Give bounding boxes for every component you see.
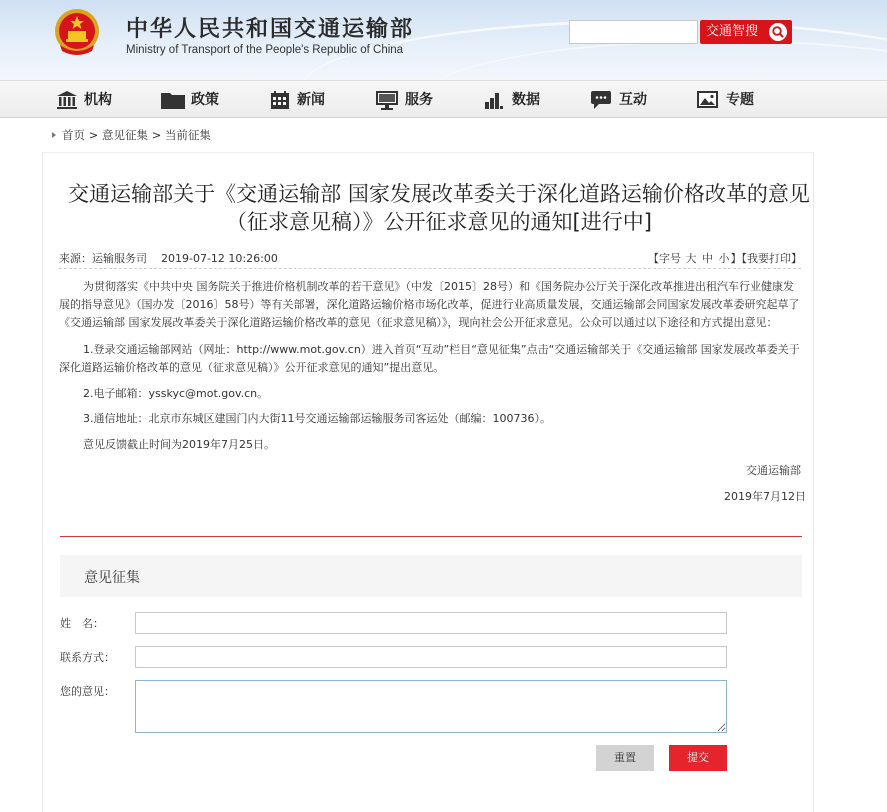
national-emblem-icon[interactable] bbox=[52, 7, 102, 59]
article-tools bbox=[648, 250, 802, 266]
opinion-label: 您的意见： bbox=[60, 685, 115, 698]
breadcrumb-separator: > bbox=[85, 128, 102, 142]
article-paragraph: 意见反馈截止时间为2019年7月25日。 bbox=[83, 438, 275, 451]
nav-label: 新闻 bbox=[297, 92, 325, 108]
reset-button[interactable]: 重置 bbox=[596, 745, 654, 771]
article-signature: 交通运输部 bbox=[746, 464, 801, 477]
monitor-icon bbox=[376, 91, 398, 110]
search-input[interactable] bbox=[569, 20, 698, 44]
contact-field[interactable] bbox=[135, 646, 727, 668]
font-size-end: 】 bbox=[730, 252, 742, 265]
breadcrumb-home-link[interactable]: 首页 bbox=[62, 128, 85, 142]
nav-label: 服务 bbox=[405, 92, 433, 108]
search-button-label: 交通智搜 bbox=[706, 24, 759, 39]
name-label: 姓 名： bbox=[60, 617, 104, 630]
breadcrumb-current-link[interactable]: 当前征集 bbox=[164, 128, 211, 142]
font-size-label: 【字号 bbox=[648, 252, 681, 265]
nav-item-news[interactable] bbox=[271, 81, 331, 119]
calendar-icon bbox=[271, 91, 289, 109]
article-paragraph: 1.登录交通运输部网站（网址：http://www.mot.gov.cn）进入首页“互动”栏目“意见征集”点击“交通运输部关于《交通运输部 国家发展改革委关于深化道路运输价格改革的意见（征求意见稿）》公开征求意见的通知”提出意见。 bbox=[59, 343, 800, 374]
nav-item-data[interactable] bbox=[485, 81, 545, 119]
nav-item-topics[interactable] bbox=[697, 81, 757, 119]
form-title: 意见征集 bbox=[84, 570, 140, 586]
nav-label: 数据 bbox=[512, 92, 540, 108]
nav-item-institution[interactable] bbox=[57, 81, 117, 119]
breadcrumb-section-link[interactable]: 意见征集 bbox=[101, 128, 148, 142]
site-header bbox=[0, 0, 887, 80]
search-icon bbox=[769, 23, 787, 41]
contact-label: 联系方式： bbox=[60, 651, 115, 664]
font-size-large-link[interactable]: 大 bbox=[685, 252, 697, 265]
institution-icon bbox=[57, 91, 77, 109]
image-icon bbox=[697, 91, 718, 108]
opinion-textarea[interactable] bbox=[135, 680, 727, 733]
breadcrumb-separator: > bbox=[147, 128, 165, 142]
breadcrumb-arrow-icon bbox=[52, 132, 56, 138]
nav-item-service[interactable] bbox=[376, 81, 436, 119]
site-title[interactable]: 中华人民共和国交通运输部 bbox=[126, 17, 415, 42]
section-divider bbox=[60, 536, 802, 537]
nav-label: 机构 bbox=[84, 92, 112, 108]
article-paragraph: 为贯彻落实《中共中央 国务院关于推进价格机制改革的若干意见》（中发〔2015〕28号）和《国务院办公厅关于深化改革推进出租汽车行业健康发展的指导意见》（国办发〔2016〕58号）等有关部署，深化道路运输价格市场化改革，促进行业高质量发展，交通运输部会同国家发展改革委研究起草了《交通运输部 国家发展改革委关于深化道路运输价格改革的意见（征求意见稿）》，现向社会公开征求意见。公众可以通过以下途径和方式提出意见： bbox=[59, 280, 800, 329]
font-size-medium-link[interactable]: 中 bbox=[702, 252, 713, 265]
article-sign-date: 2019年7月12日 bbox=[724, 490, 806, 503]
chat-icon bbox=[591, 91, 611, 109]
breadcrumb bbox=[52, 127, 211, 143]
article-title: 交通运输部关于《交通运输部 国家发展改革委关于深化道路运输价格改革的意见（征求意见稿）》公开征求意见的通知[进行中] bbox=[68, 182, 810, 234]
submit-button[interactable]: 提交 bbox=[669, 745, 727, 771]
article-paragraph: 2.电子邮箱：ysskyc@mot.gov.cn。 bbox=[83, 387, 269, 400]
meta-divider bbox=[59, 268, 801, 269]
nav-item-policy[interactable] bbox=[161, 81, 221, 119]
main-nav bbox=[0, 80, 887, 118]
nav-label: 互动 bbox=[619, 92, 647, 108]
font-size-small-link[interactable]: 小 bbox=[718, 252, 730, 265]
nav-item-interaction[interactable] bbox=[591, 81, 651, 119]
article-paragraph: 3.通信地址：北京市东城区建国门内大街11号交通运输部运输服务司客运处（邮编：100736）。 bbox=[83, 412, 551, 425]
form-header bbox=[60, 555, 802, 597]
bar-chart-icon bbox=[485, 91, 503, 109]
name-field[interactable] bbox=[135, 612, 727, 634]
print-link[interactable]: 【我要打印】 bbox=[741, 252, 802, 265]
nav-label: 政策 bbox=[191, 92, 219, 108]
search-button[interactable] bbox=[700, 20, 792, 44]
nav-label: 专题 bbox=[726, 92, 754, 108]
article-date: 2019-07-12 10:26:00 bbox=[161, 252, 278, 265]
article-meta bbox=[59, 250, 278, 266]
site-subtitle: Ministry of Transport of the People's Republic of China bbox=[126, 44, 404, 56]
folder-icon bbox=[161, 91, 185, 109]
article-source: 来源：运输服务司 bbox=[59, 252, 147, 265]
